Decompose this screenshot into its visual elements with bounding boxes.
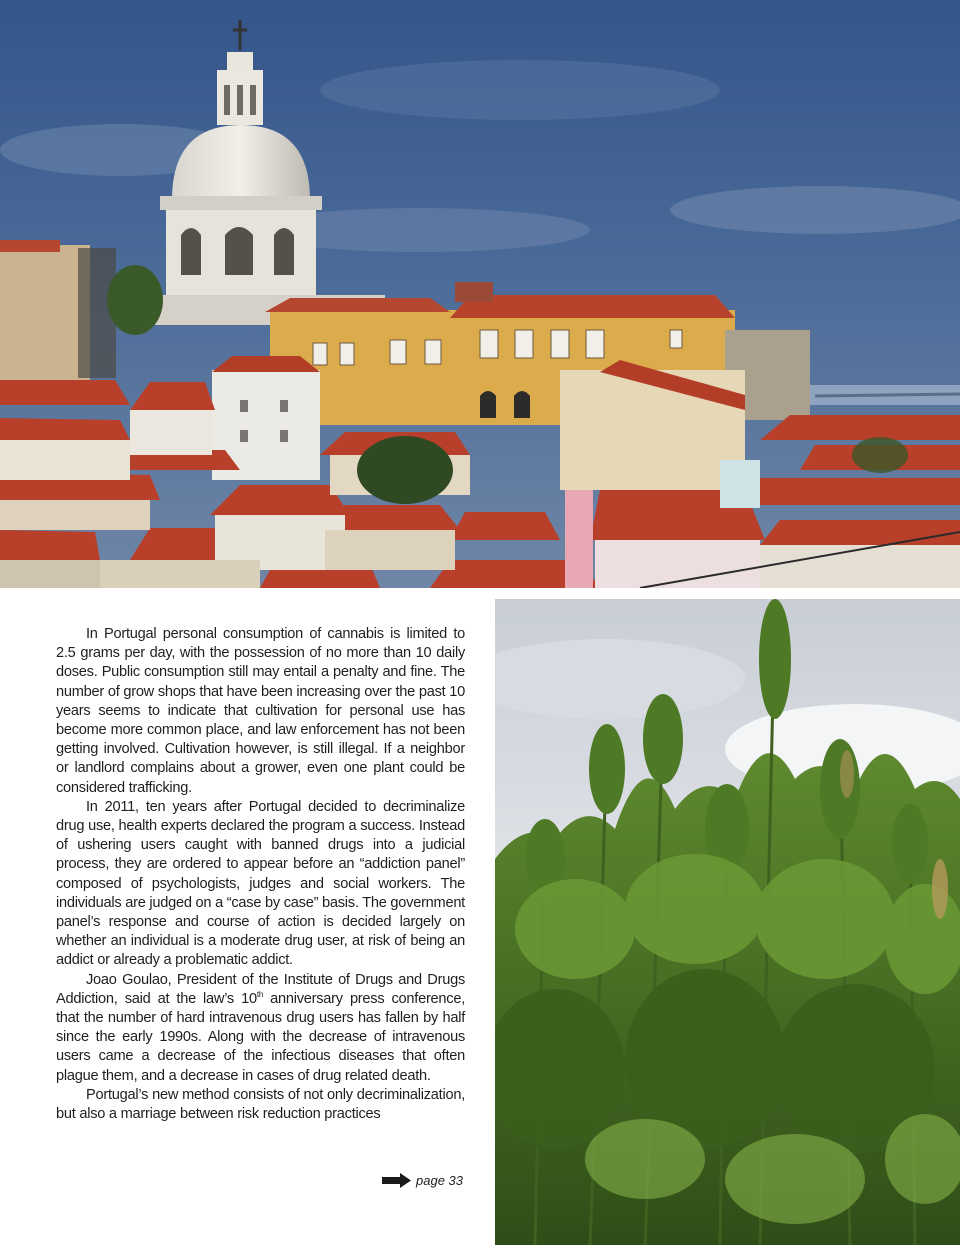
ordinal-suffix: th bbox=[256, 990, 264, 999]
continued-page-label: page 33 bbox=[416, 1172, 463, 1188]
paragraph-text: Joao Goulao, President of the Institute of Drugs and Drugs Addiction, said at the law’s 10 bbox=[56, 971, 465, 1007]
lisbon-skyline-photo bbox=[0, 0, 960, 588]
article-paragraph: In Portugal personal consumption of cannabis is limited to 2.5 grams per day, with the possession of no more than 10 daily doses. Public consumption still may entail a penalty and fine. The number of grow shops that have been increasing over the past 10 years seems to indicate that cultivation for personal use has become more common place, and law enforcement has not been getting involved. Cultivation however, is still illegal. If a neighbor or landlord complains about a grower, even one plant could be considered trafficking. bbox=[56, 626, 465, 796]
continued-on-page[interactable] bbox=[382, 1170, 463, 1190]
cannabis-field-photo bbox=[495, 599, 960, 1245]
article-body bbox=[56, 625, 465, 1124]
arrow-right-icon bbox=[382, 1173, 411, 1188]
paragraph-text: anniversary press conference, that the number of hard intravenous drug users has fallen by half since the early 1990s. Along with the decrease of intravenous users came a decrease of the infectious diseases that often plague them, and a decrease in cases of drug related death. bbox=[56, 990, 466, 1084]
article-paragraph: Portugal’s new method consists of not only decriminalization, but also a marriage between risk reduction practices bbox=[56, 1086, 465, 1123]
article-paragraph bbox=[56, 971, 465, 1086]
article-paragraph: In 2011, ten years after Portugal decided to decriminalize drug use, health experts declared the program a success. Instead of ushering users caught with banned drugs into a judicial process, they are ordered to appear before an “addiction panel” composed of psychologists, judges and social workers. The individuals are judged on a “case by case” basis. The government panel’s response and course of action is decided largely on whether an individual is a moderate drug user, at risk of being an addict or already a problematic addict. bbox=[56, 798, 465, 969]
